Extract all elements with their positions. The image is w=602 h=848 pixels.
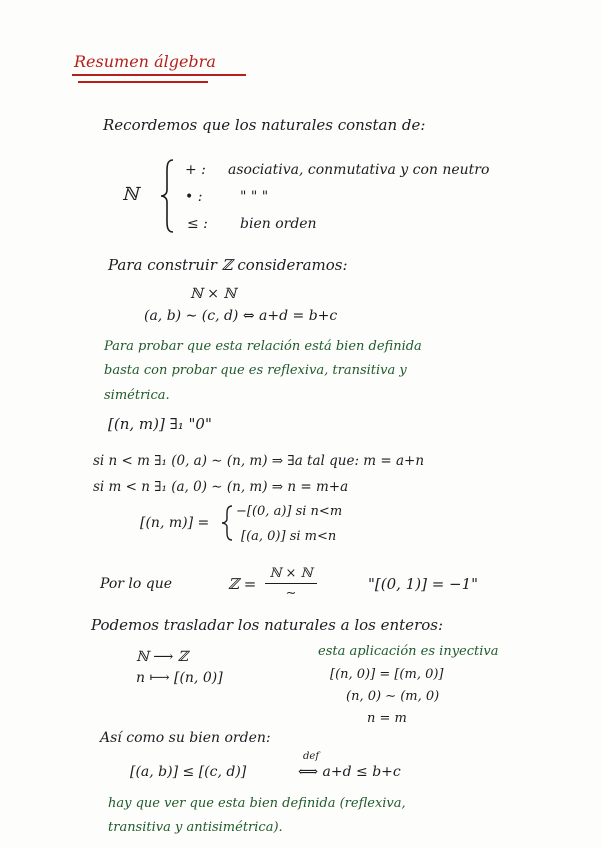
injective-step-1: [(n, 0)] = [(m, 0)]	[330, 667, 444, 682]
relation-line: (a, b) ∼ (c, d) ⇔ a+d = b+c	[144, 308, 338, 324]
therefore-label: Por lo que	[100, 576, 173, 592]
title-underline-2	[78, 81, 208, 83]
map-line-2: n ⟼ [(n, 0)]	[136, 670, 223, 686]
order-intro: Así como su bien orden:	[100, 730, 271, 746]
z-equals: ℤ =	[228, 575, 257, 593]
def-label: def	[303, 751, 320, 762]
note-line-5: transitiva y antisimétrica).	[108, 820, 283, 835]
prop-sum-op: + :	[185, 162, 206, 178]
order-lhs: [(a, b)] ≤ [(c, d)]	[130, 764, 247, 780]
injective-step-2: (n, 0) ∼ (m, 0)	[346, 689, 440, 704]
quotient-fraction	[265, 566, 317, 601]
case-n-less-m: si n < m ∃₁ (0, a) ∼ (n, m) ⇒ ∃a tal que: m = a+n	[93, 453, 425, 469]
cases-brace-icon	[221, 505, 233, 541]
title-underline-1	[72, 74, 246, 76]
construct-z-line: Para construir ℤ consideramos:	[108, 256, 348, 274]
page-title: Resumen álgebra	[74, 52, 216, 71]
left-brace-icon	[160, 158, 176, 234]
prop-product-ditto: " " "	[240, 189, 269, 205]
naturals-symbol: ℕ	[122, 184, 139, 205]
quotient-denominator: ∼	[285, 586, 297, 602]
note-line-4: hay que ver que esta bien definida (reflexiva,	[108, 796, 406, 811]
map-line-1: ℕ ⟶ ℤ	[136, 649, 188, 665]
minus-one-line: "[(0, 1)] = −1"	[368, 575, 479, 593]
prop-sum-text: asociativa, conmutativa y con neutro	[228, 162, 490, 178]
injective-step-3: n = m	[367, 711, 407, 726]
piecewise-case-2: [(a, 0)] si m<n	[241, 529, 337, 544]
injective-note: esta aplicación es inyectiva	[318, 644, 499, 659]
piecewise-case-1: −[(0, a)] si n<m	[236, 504, 343, 519]
quotient-numerator: ℕ × ℕ	[269, 566, 313, 581]
order-rhs: ⟺ a+d ≤ b+c	[298, 764, 401, 780]
prop-order-op: ≤ :	[187, 216, 208, 232]
note-line-2: basta con probar que es reflexiva, transitiva y	[104, 363, 407, 378]
piecewise-lhs: [(n, m)] =	[140, 515, 210, 531]
class-zero-line: [(n, m)] ∃₁ "0"	[108, 415, 212, 433]
note-line-3: simétrica.	[104, 388, 170, 403]
prop-order-text: bien orden	[240, 216, 317, 232]
case-m-less-n: si m < n ∃₁ (a, 0) ∼ (n, m) ⇒ n = m+a	[93, 479, 349, 495]
fraction-bar	[265, 583, 317, 584]
intro-line: Recordemos que los naturales constan de:	[103, 116, 426, 134]
nxn-line: ℕ × ℕ	[190, 286, 237, 302]
prop-product-op: • :	[185, 189, 203, 205]
note-line-1: Para probar que esta relación está bien definida	[104, 339, 422, 354]
embedding-intro: Podemos trasladar los naturales a los enteros:	[91, 616, 444, 634]
